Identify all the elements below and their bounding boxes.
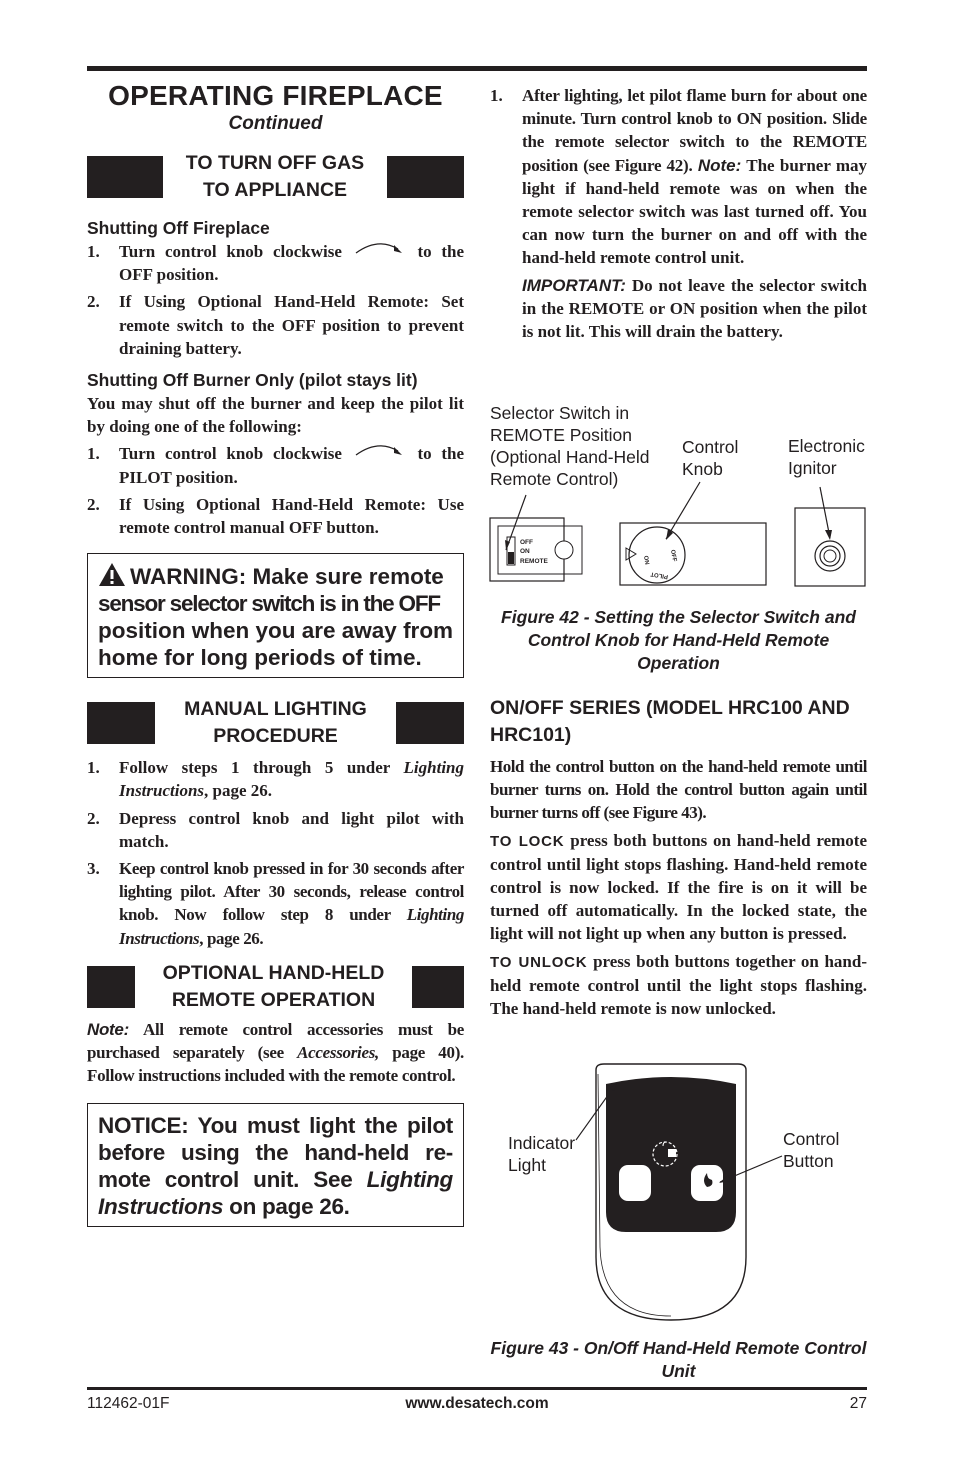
figure-42-caption: Figure 42 - Setting the Selector Switch and Control Knob for Hand-Held Remote Operation (501, 607, 856, 673)
knob-on-text: ON (642, 555, 650, 566)
list-item: 1. After lighting, let pilot flame burn for about one minute. Turn control knob to ON position. Slide the remote selector switch to the REMOTE position (see Figure 42). Note: The burner may light if hand-held remote was on when the remote selector switch was last turned off. You can now turn the burner on and off with the hand-held remote control unit. IMPORTANT: Do not leave the selector switch in the REMOTE or ON position when the pilot is not lit. This will drain the battery. (490, 86, 867, 342)
onoff-section (490, 695, 867, 1024)
onoff-paragraph: Hold the control button on the hand-held remote until burner turns on. Hold the control button again until burner turns off (see Figure 43). (490, 757, 867, 823)
onoff-heading: ON/OFF SERIES (MODEL HRC100 AND HRC101) (490, 697, 850, 746)
section-heading-manual-lighting: MANUAL LIGHTING PROCEDURE (87, 696, 464, 750)
page-number: 27 (849, 1395, 867, 1412)
left-column (87, 80, 464, 1245)
unlock-paragraph: TO UNLOCK press both buttons together on hand-held remote control until the light stops flashing. The hand-held remote is now unlocked. (490, 951, 868, 1019)
top-rule (87, 66, 867, 71)
page-subtitle: Continued (228, 113, 323, 134)
list-item: 2. Depress control knob and light pilot with match. (87, 808, 464, 851)
knob-pilot-text: PILOT (650, 570, 669, 580)
warning-icon (98, 562, 126, 587)
list-item: 3. Keep control knob pressed in for 30 seconds after lighting pilot. After 30 seconds, release control knob. Now follow step 8 under Lighting Instructions, page 26. (87, 859, 464, 948)
bottom-rule (87, 1387, 867, 1390)
right-column (490, 84, 867, 351)
switch-on-text: ON (520, 548, 530, 555)
subheading-shutting-off-fireplace: Shutting Off Fireplace (87, 218, 270, 238)
label-electronic-ignitor: Electronic Ignitor (788, 436, 865, 478)
paragraph: You may shut off the burner and keep the pilot lit by doing one of the following: (87, 394, 464, 437)
remote-control-illustration (488, 1062, 868, 1327)
label-indicator-light: Indicator Light (508, 1133, 576, 1175)
clockwise-arrow-icon (354, 241, 406, 255)
section-heading-remote-operation: OPTIONAL HAND-HELD REMOTE OPERATION (87, 960, 464, 1014)
figure-42 (488, 400, 868, 595)
doc-number: 112462-01F (87, 1395, 170, 1412)
burner-steps (87, 442, 464, 539)
clockwise-arrow-icon (354, 443, 406, 457)
section-heading-turn-off-gas: TO TURN OFF GAS TO APPLIANCE (87, 150, 464, 204)
remote-note: Note: All remote control accessories must be purchased separately (see Accessories, page 40). Follow instructions included with the remote control. (87, 1019, 465, 1086)
notice-box: NOTICE: You must light the pilot before using the hand-held re-mote control unit. See Lighting Instructions on page 26. (87, 1103, 464, 1227)
figure-43 (488, 1062, 868, 1327)
remote-steps (490, 84, 867, 343)
lock-paragraph: TO LOCK press both buttons on hand-held remote control until light stops flashing. Hand-held remote control is now locked. If the fire is on it will be turned off automatically. In the locked state, the light will not light up when any button is pressed. (490, 830, 868, 944)
label-selector-switch: Selector Switch in REMOTE Position (Optional Hand-Held Remote Control) (490, 403, 650, 489)
label-control-button: Control Button (783, 1129, 840, 1171)
shutoff-steps (87, 240, 464, 360)
page-title: OPERATING FIREPLACE (108, 80, 443, 111)
knob-off-text: OFF (669, 549, 678, 563)
subheading-shutting-off-burner: Shutting Off Burner Only (pilot stays lit) (87, 370, 418, 391)
switch-off-text: OFF (520, 539, 533, 546)
manual-lighting-steps (87, 756, 464, 950)
label-control-knob: Control Knob (682, 437, 739, 479)
list-item: 1. Turn control knob clockwise to the OFF position. (87, 242, 465, 285)
figure-42-diagram (488, 400, 868, 595)
list-item: 1. Follow steps 1 through 5 under Lighting Instructions, page 26. (87, 758, 465, 801)
website-link[interactable]: www.desatech.com (405, 1395, 549, 1412)
warning-box: WARNING: Make sure remote sensor selector switch is in the OFF position when you are away from home for long periods of time. (87, 553, 464, 678)
list-item: 1. Turn control knob clockwise to the PILOT position. (87, 444, 465, 487)
switch-remote-text: REMOTE (520, 558, 548, 565)
list-item: 2. If Using Optional Hand-Held Remote: Set remote switch to the OFF position to prevent draining battery. (87, 292, 464, 358)
list-item: 2. If Using Optional Hand-Held Remote: Use remote control manual OFF button. (87, 494, 464, 538)
figure-43-caption: Figure 43 - On/Off Hand-Held Remote Control Unit (490, 1338, 867, 1381)
